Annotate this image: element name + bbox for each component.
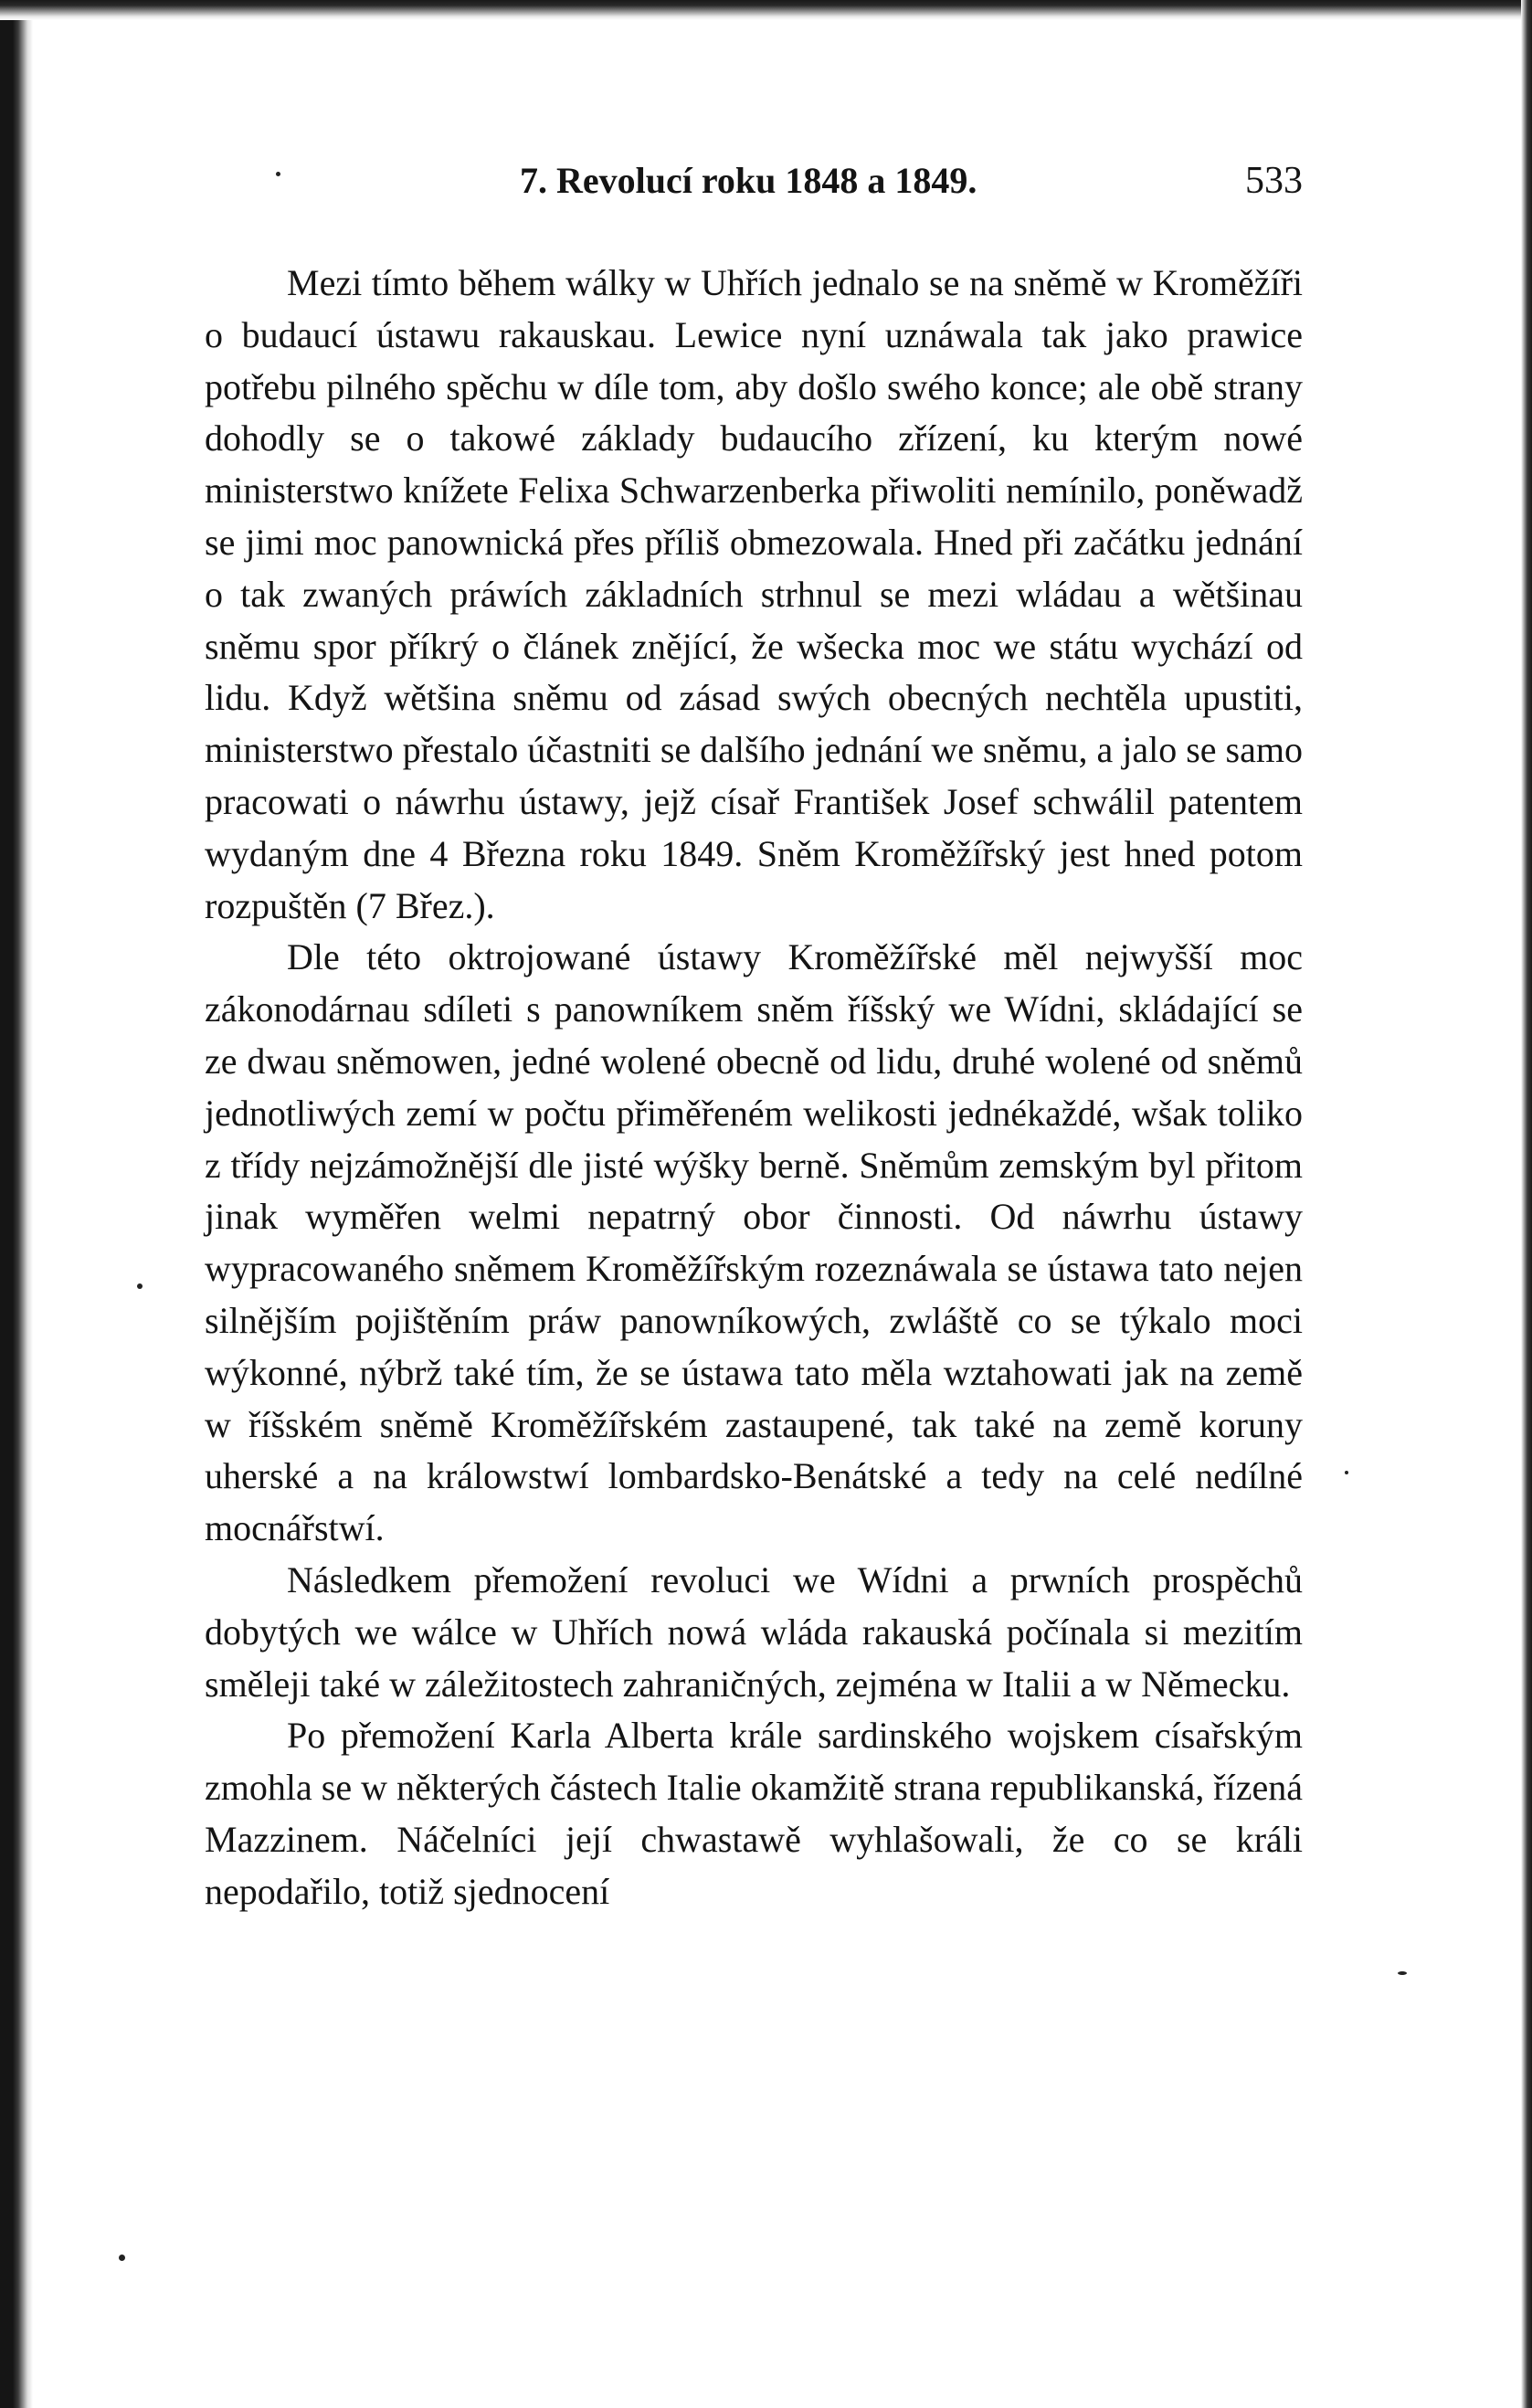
chapter-heading: 7. Revolucí roku 1848 a 1849. — [520, 160, 977, 201]
paragraph: Po přemožení Karla Alberta krále sardinského wojskem císařským zmohla se w některých částech Italie okamžitě strana republikanská, řízená Mazzinem. Náčelníci její chwastawě wyhlašowali, že co se králi nepodařilo, totiž sjednocení — [205, 1715, 1303, 1912]
body-text — [205, 258, 1303, 1918]
scan-edge-top — [0, 0, 1532, 20]
running-header — [205, 155, 1303, 210]
paragraph: Následkem přemožení revoluci we Wídni a prwních prospěchů dobytých we wálce w Uhřích nowá wláda rakauská počínala si mezitím směleji také w záležitostech zahraničných, zejména w Italii a w Německu. — [205, 1558, 1303, 1705]
scan-speck — [119, 2255, 125, 2261]
scan-edge-right — [1521, 0, 1532, 2408]
scan-edge-left — [0, 0, 33, 2408]
book-page — [205, 155, 1303, 1918]
paragraph: Dle této oktrojowané ústawy Kroměžířské měl nejwyšší moc zákonodárnau sdíleti s panowníkem sněm říšský we Wídni, skládající se ze dwau sněmowen, jedné wolené obecně od lidu, druhé wolené od sněmů jednotliwých zemí w počtu přiměřeném welikosti jednékaždé, wšak toliko z třídy nejzámožnější dle jisté wýšky berně. Sněmům zemským byl přitom jinak wyměřen welmi nepatrný obor činnosti. Od náwrhu ústawy wypracowaného sněmem Kroměžířským rozeznáwala se ústawa tato nejen silnějším pojištěním práw panowníkowých, zwláště co se týkalo moci wýkonné, nýbrž také tím, že se ústawa tato měla wztahowati jak na země w říšském sněmě Kroměžířském zastaupené, tak také na země koruny uherské a na králowstwí lombardsko-Benátské a tedy na celé nedílné mocnářstwí. — [205, 936, 1303, 1549]
paragraph: Mezi tímto během wálky w Uhřích jednalo se na sněmě w Kroměžíři o budaucí ústawu rakauskau. Lewice nyní uznáwala tak jako prawice potřebu pilného spěchu w díle tom, aby došlo swého konce; ale obě strany dohodly se o takowé základy budaucího zřízení, ku kterým nowé ministerstwo knížete Felixa Schwarzenberka přiwoliti nemínilo, poněwadž se jimi moc panownická přes příliš obmezowala. Hned při začátku jednání o tak zwaných práwích základních strhnul se mezi wládau a wětšinau sněmu spor příkrý o článek znějící, že wšecka moc we státu wychází od lidu. Když wětšina sněmu od zásad swých obecných nechtěla upustiti, ministerstwo přestalo účastniti se dalšího jednání we sněmu, a jalo se samo pracowati o náwrhu ústawy, jejž císař František Josef schwálil patentem wydaným dne 4 Března roku 1849. Sněm Kroměžířský jest hned potom rozpuštěn (7 Břez.). — [205, 262, 1303, 926]
page-number: 533 — [1245, 160, 1303, 202]
scan-speck — [1398, 1971, 1407, 1975]
scan-speck — [1345, 1471, 1348, 1474]
scan-speck — [137, 1283, 143, 1289]
